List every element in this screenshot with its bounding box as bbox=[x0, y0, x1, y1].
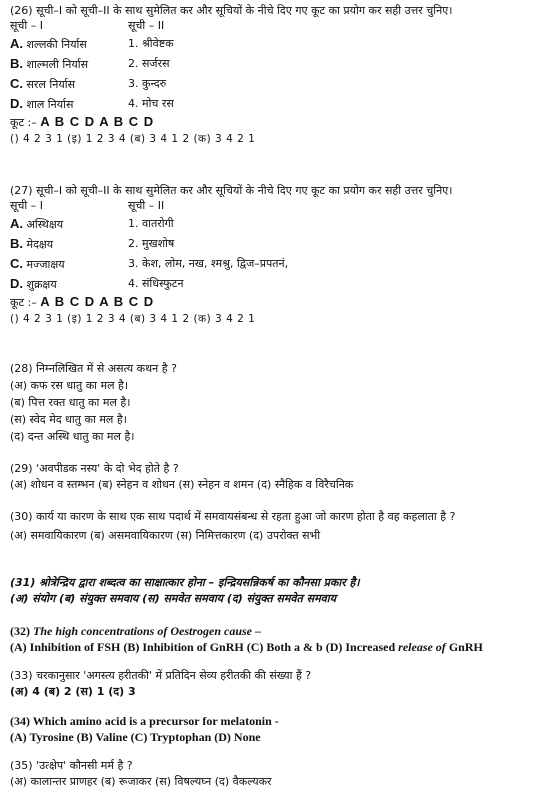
list-2-item: 1. श्रीवेष्टक bbox=[128, 37, 174, 50]
list-2-item: 1. वातरोगी bbox=[128, 217, 174, 230]
list-2-header: सूची – II bbox=[128, 199, 165, 212]
koot-keys: A B C D A B C D bbox=[40, 294, 155, 309]
match-row bbox=[10, 254, 546, 274]
row-label: C. bbox=[10, 76, 23, 91]
match-row bbox=[10, 54, 546, 74]
koot-prefix: कूट :– bbox=[10, 116, 37, 129]
list-1-item: अस्थिक्षय bbox=[26, 218, 64, 231]
question-35 bbox=[10, 758, 546, 790]
list-1-item: मज्जाक्षय bbox=[26, 258, 65, 271]
koot-keys: A B C D A B C D bbox=[40, 114, 155, 129]
list-1-item: शाल्मली निर्यास bbox=[26, 58, 88, 71]
question-number: (34) bbox=[10, 714, 30, 728]
question-26 bbox=[10, 3, 546, 147]
question-28-text: (28) निम्नलिखित में से असत्य कथन है ? bbox=[10, 362, 177, 375]
answer-options: (A) Tyrosine (B) Valine (C) Tryptophan (D) None bbox=[10, 730, 261, 744]
list-1-item: मेदक्षय bbox=[26, 238, 54, 251]
question-number: (32) bbox=[10, 624, 30, 638]
row-label: B. bbox=[10, 56, 23, 71]
question-33 bbox=[10, 668, 546, 700]
question-30 bbox=[10, 509, 546, 544]
question-34-line bbox=[10, 713, 546, 729]
row-label: D. bbox=[10, 96, 23, 111]
question-32 bbox=[10, 623, 546, 655]
list-1-header: सूची – I bbox=[10, 19, 44, 32]
question-26-text: (26) सूची–I को सूची–II के साथ सुमेलित कर और सूचियों के नीचे दिए गए कूट का प्रयोग कर सही उत्तर चुनिए। bbox=[10, 4, 453, 17]
question-31 bbox=[10, 575, 546, 607]
list-1-item: शुक्रक्षय bbox=[26, 278, 57, 291]
answer-options: () 4 2 3 1 (इ) 1 2 3 4 (ब) 3 4 1 2 (क) 3 4 2 1 bbox=[10, 313, 256, 325]
option-d: (द) दन्त अस्थि धातु का मल है। bbox=[10, 430, 135, 443]
list-2-item: 2. मुखशोष bbox=[128, 237, 175, 250]
list-1-item: शल्लकी निर्यास bbox=[26, 38, 87, 51]
koot-prefix: कूट :– bbox=[10, 296, 37, 309]
list-1-item: शाल निर्यास bbox=[26, 98, 74, 111]
answer-options: (अ) संयोग (ब) संयुक्त समवाय (स) समवेत समवाय (द) संयुक्त समवेत समवाय bbox=[10, 592, 337, 605]
koot-line bbox=[10, 114, 546, 131]
question-32-line bbox=[10, 623, 546, 639]
question-35-text: (35) 'उत्क्षेप' कौनसी मर्म है ? bbox=[10, 759, 133, 772]
row-label: B. bbox=[10, 236, 23, 251]
options-part-1: (A) Inhibition of FSH (B) Inhibition of GnRH (C) Both a & b (D) Increased bbox=[10, 640, 399, 654]
match-row bbox=[10, 94, 546, 114]
answer-options: (अ) समवायिकारण (ब) असमवायिकारण (स) निमित्तकारण (द) उपरोक्त सभी bbox=[10, 529, 321, 542]
option-b: (ब) पित्त रक्त धातु का मल है। bbox=[10, 396, 131, 409]
answer-options: (अ) शोधन व स्तम्भन (ब) स्नेहन व शोधन (स) स्नेहन व शमन (द) स्नैहिक व विरैचनिक bbox=[10, 478, 354, 491]
question-29 bbox=[10, 461, 546, 493]
answer-options bbox=[10, 639, 546, 655]
question-31-text: (31) श्रोत्रेन्द्रिय द्वारा शब्दत्व का साक्षात्कार होना – इन्द्रियसन्निकर्ष का कौनसा प्रकार है। bbox=[10, 576, 360, 589]
row-label: A. bbox=[10, 216, 23, 231]
question-32-text: The high concentrations of Oestrogen cause – bbox=[33, 624, 262, 638]
match-row bbox=[10, 34, 546, 54]
answer-options: (अ) कालान्तर प्राणहर (ब) रूजाकर (स) विषल्यघ्न (द) वैकल्यकर bbox=[10, 775, 272, 788]
question-27-text: (27) सूची–I को सूची–II के साथ सुमेलित कर और सूचियों के नीचे दिए गए कूट का प्रयोग कर सही उत्तर चुनिए। bbox=[10, 184, 453, 197]
row-label: D. bbox=[10, 276, 23, 291]
list-2-header: सूची – II bbox=[128, 19, 165, 32]
answer-options: () 4 2 3 1 (इ) 1 2 3 4 (ब) 3 4 1 2 (क) 3 4 2 1 bbox=[10, 133, 256, 145]
options-part-2: GnRH bbox=[445, 640, 483, 654]
list-headers bbox=[10, 18, 546, 34]
list-headers bbox=[10, 198, 546, 214]
match-row bbox=[10, 74, 546, 94]
question-28 bbox=[10, 361, 546, 445]
list-1-header: सूची – I bbox=[10, 199, 44, 212]
match-row bbox=[10, 214, 546, 234]
options-italic: release of bbox=[398, 640, 446, 654]
option-a: (अ) कफ रस धातु का मल है। bbox=[10, 379, 129, 392]
row-label: C. bbox=[10, 256, 23, 271]
koot-line bbox=[10, 294, 546, 311]
option-c: (स) स्वेद मेद धातु का मल है। bbox=[10, 413, 127, 426]
question-34-text: Which amino acid is a precursor for melatonin - bbox=[32, 714, 279, 728]
match-row bbox=[10, 274, 546, 294]
row-label: A. bbox=[10, 36, 23, 51]
question-34 bbox=[10, 713, 546, 745]
list-2-item: 2. सर्जरस bbox=[128, 57, 170, 70]
list-2-item: 4. संधिस्फुटन bbox=[128, 277, 184, 290]
answer-options: (अ) 4 (ब) 2 (स) 1 (द) 3 bbox=[10, 685, 136, 698]
question-33-text: (33) चरकानुसार 'अगस्त्य हरीतकी' में प्रतिदिन सेव्य हरीतकी की संख्या हैं ? bbox=[10, 669, 312, 682]
list-2-item: 3. कुन्दरु bbox=[128, 77, 167, 90]
question-27 bbox=[10, 183, 546, 327]
match-row bbox=[10, 234, 546, 254]
list-1-item: सरल निर्यास bbox=[26, 78, 76, 91]
list-2-item: 4. मोच रस bbox=[128, 97, 174, 110]
question-30-text: (30) कार्य या कारण के साथ एक साथ पदार्थ में समवायसंबन्ध से रहता हुआ जो कारण होता है वह कहलाता है ? bbox=[10, 510, 456, 523]
list-2-item: 3. केश, लोम, नख, श्मश्रु, द्विज–प्रपतनं, bbox=[128, 257, 289, 270]
question-29-text: (29) 'अवपीडक नस्य' के दो भेद होते है ? bbox=[10, 462, 179, 475]
